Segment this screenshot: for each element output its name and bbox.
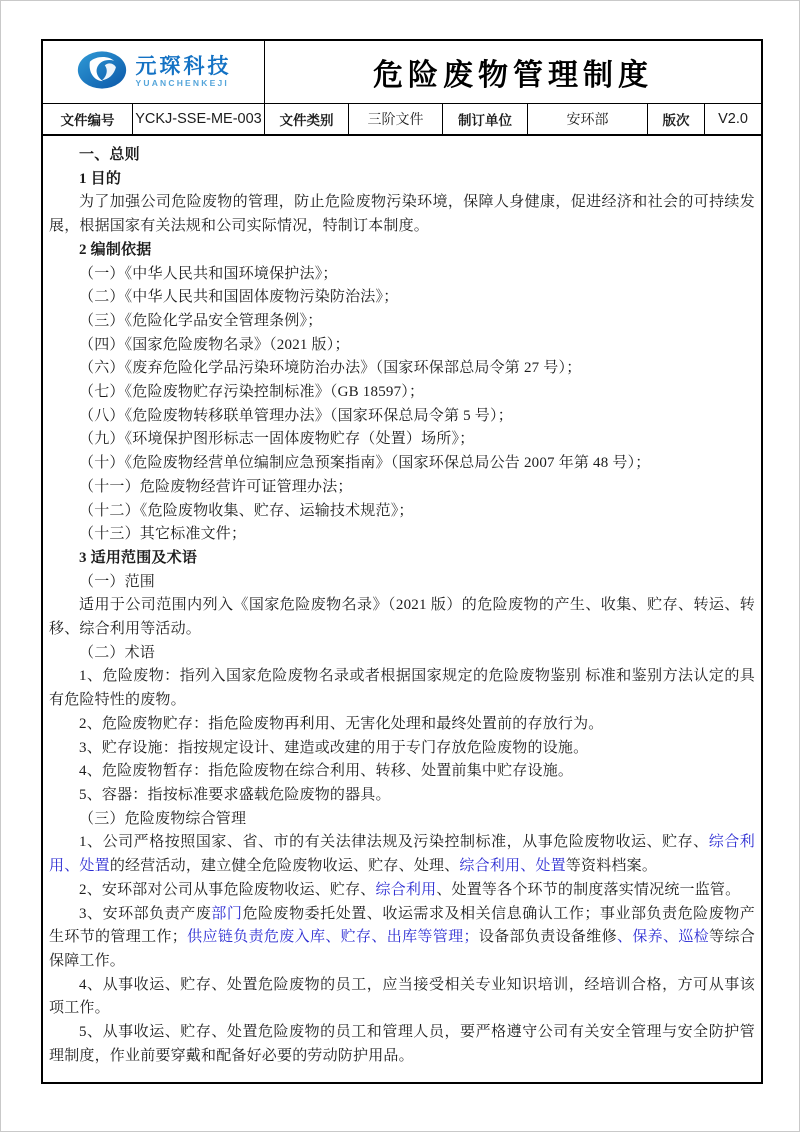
brand-name-en: YUANCHENKEJI xyxy=(135,78,229,89)
text-segment: 设备部负责设备维修 xyxy=(478,929,617,946)
highlighted-text: 综合利用 xyxy=(375,881,437,898)
highlighted-text: 综合利用、处置 xyxy=(459,858,566,875)
text-segment: （九）《环境保护图形标志一固体废物贮存（处置）场所》； xyxy=(79,431,475,448)
brand-name-cn: 元琛科技 xyxy=(135,55,232,79)
paragraph xyxy=(49,263,755,287)
paragraph xyxy=(49,428,755,452)
paragraph xyxy=(49,808,755,832)
text-segment: （二）《中华人民共和国固体废物污染防治法》； xyxy=(79,289,399,306)
text-segment: （十）《危险废物经营单位编制应急预案指南》（国家环保总局公告 2007 年第 48 号）； xyxy=(79,455,651,472)
text-segment: （三）危险废物综合管理 xyxy=(79,810,247,827)
company-logo xyxy=(43,41,265,103)
text-segment: 危险废物委托处置、收运需求及相关信息确认工作；事业部负责危险废物产生环节的管理工作； xyxy=(49,905,755,946)
paragraph xyxy=(49,760,755,784)
paragraph xyxy=(49,310,755,334)
paragraph xyxy=(49,286,755,310)
paragraph xyxy=(49,974,755,1021)
paragraph xyxy=(49,547,755,571)
paragraph xyxy=(49,381,755,405)
info-label-issuing-unit: 制订单位 xyxy=(443,104,528,134)
text-segment: 等综合保障工作。 xyxy=(49,929,755,969)
paragraph xyxy=(49,713,755,737)
text-segment: （三）《危险化学品安全管理条例》； xyxy=(79,312,323,329)
paragraph xyxy=(49,737,755,761)
info-value-doc-category: 三阶文件 xyxy=(349,104,443,134)
paragraph xyxy=(49,903,755,974)
text-segment: 、处置等各个环节的制度落实情况统一监管。 xyxy=(436,881,741,898)
text-segment: （一）范围 xyxy=(79,573,156,590)
text-segment: （一）《中华人民共和国环境保护法》； xyxy=(79,265,338,282)
text-segment: 的经营活动，建立健全危险废物收运、贮存、处理、 xyxy=(109,858,460,875)
text-segment: 5、从事收运、贮存、处置危险废物的员工和管理人员，要严格遵守公司有关安全管理与安全防护管理制度，作业前要穿戴和配备好必要的劳动防护用品。 xyxy=(49,1024,755,1064)
paragraph xyxy=(49,144,755,168)
paragraph xyxy=(49,665,755,712)
paragraph xyxy=(49,523,755,547)
paragraph xyxy=(49,239,755,263)
paragraph xyxy=(49,405,755,429)
text-segment: （七）《危险废物贮存污染控制标准》（GB 18597）； xyxy=(79,384,425,401)
text-segment: 4、从事收运、贮存、处置危险废物的员工，应当接受相关专业知识培训，经培训合格，方可从事该项工作。 xyxy=(49,976,755,1017)
text-segment: （十一）危险废物经营许可证管理办法； xyxy=(79,478,353,495)
text-segment: （二）术语 xyxy=(79,644,156,661)
paragraph xyxy=(49,500,755,524)
text-segment: 一、总则 xyxy=(79,147,140,163)
paragraph xyxy=(49,831,755,878)
paragraph xyxy=(49,357,755,381)
highlighted-text: 部门 xyxy=(211,905,243,922)
paragraph xyxy=(49,879,755,903)
text-segment: 3 适用范围及术语 xyxy=(79,549,198,566)
text-segment: 1、公司严格按照国家、省、市的有关法律法规及污染控制标准，从事危险废物收运、贮存、 xyxy=(79,834,709,851)
info-value-doc-number: YCKJ-SSE-ME-003 xyxy=(133,104,265,134)
paragraph xyxy=(49,642,755,666)
company-logo-icon xyxy=(76,49,128,96)
paragraph xyxy=(49,334,755,358)
page-title: 危险废物管理制度 xyxy=(373,59,653,92)
paragraph xyxy=(49,1021,755,1068)
text-segment: 3、安环部负责产废 xyxy=(79,905,212,922)
text-segment: 2、危险废物贮存：指危险废物再利用、无害化处理和最终处置前的存放行为。 xyxy=(79,715,604,732)
text-segment: 4、危险废物暂存：指危险废物在综合利用、转移、处置前集中贮存设施。 xyxy=(79,763,574,780)
title-cell xyxy=(265,41,761,103)
text-segment: （十二）《危险废物收集、贮存、运输技术规范》； xyxy=(79,502,414,519)
document-body xyxy=(43,136,761,1082)
paragraph xyxy=(49,191,755,238)
company-logo-text xyxy=(136,56,232,88)
text-segment: （四）《国家危险废物名录》（2021 版）； xyxy=(79,336,350,353)
highlighted-text: 、保养、巡检 xyxy=(616,929,710,946)
paragraph xyxy=(49,452,755,476)
document-header xyxy=(43,41,761,104)
text-segment: 为了加强公司危险废物的管理，防止危险废物污染环境，保障人身健康，促进经济和社会的可持续发展，根据国家有关法规和公司实际情况，特制订本制度。 xyxy=(49,194,755,235)
highlighted-text: 综合利用、处置 xyxy=(49,834,755,875)
text-segment: 1 目的 xyxy=(79,170,122,187)
paragraph xyxy=(49,571,755,595)
text-segment: 5、容器：指按标准要求盛载危险废物的器具。 xyxy=(79,786,391,803)
info-label-version: 版次 xyxy=(648,104,705,134)
paragraph xyxy=(49,594,755,641)
text-segment: 等资料档案。 xyxy=(565,858,658,875)
paragraph xyxy=(49,784,755,808)
highlighted-text: 供应链负责危废入库、贮存、出库等管理； xyxy=(187,929,479,946)
text-segment: （八）《危险废物转移联单管理办法》（国家环保总局令第 5 号）； xyxy=(79,407,513,424)
info-value-issuing-unit: 安环部 xyxy=(528,104,648,134)
text-segment: 3、贮存设施：指按规定设计、建造或改建的用于专门存放危险废物的设施。 xyxy=(79,739,589,756)
info-label-doc-category: 文件类别 xyxy=(265,104,349,134)
text-segment: 1、危险废物：指列入国家危险废物名录或者根据国家规定的危险废物鉴别 标准和鉴别方法认定的具有危险特性的废物。 xyxy=(49,668,755,709)
paragraph xyxy=(49,476,755,500)
document-frame xyxy=(41,39,763,1084)
info-value-version: V2.0 xyxy=(718,111,748,127)
text-segment: 2、安环部对公司从事危险废物收运、贮存、 xyxy=(79,881,376,898)
document-info-row xyxy=(43,104,761,136)
paragraph xyxy=(49,168,755,192)
text-segment: 适用于公司范围内列入《国家危险废物名录》（2021 版）的危险废物的产生、收集、贮存、转运、转移、综合利用等活动。 xyxy=(49,597,755,638)
text-segment: （六）《废弃危险化学品污染环境防治办法》（国家环保部总局令第 27 号）； xyxy=(79,360,582,377)
text-segment: 2 编制依据 xyxy=(79,241,152,258)
text-segment: （十三）其它标准文件； xyxy=(79,526,247,543)
info-label-doc-number: 文件编号 xyxy=(43,104,133,134)
